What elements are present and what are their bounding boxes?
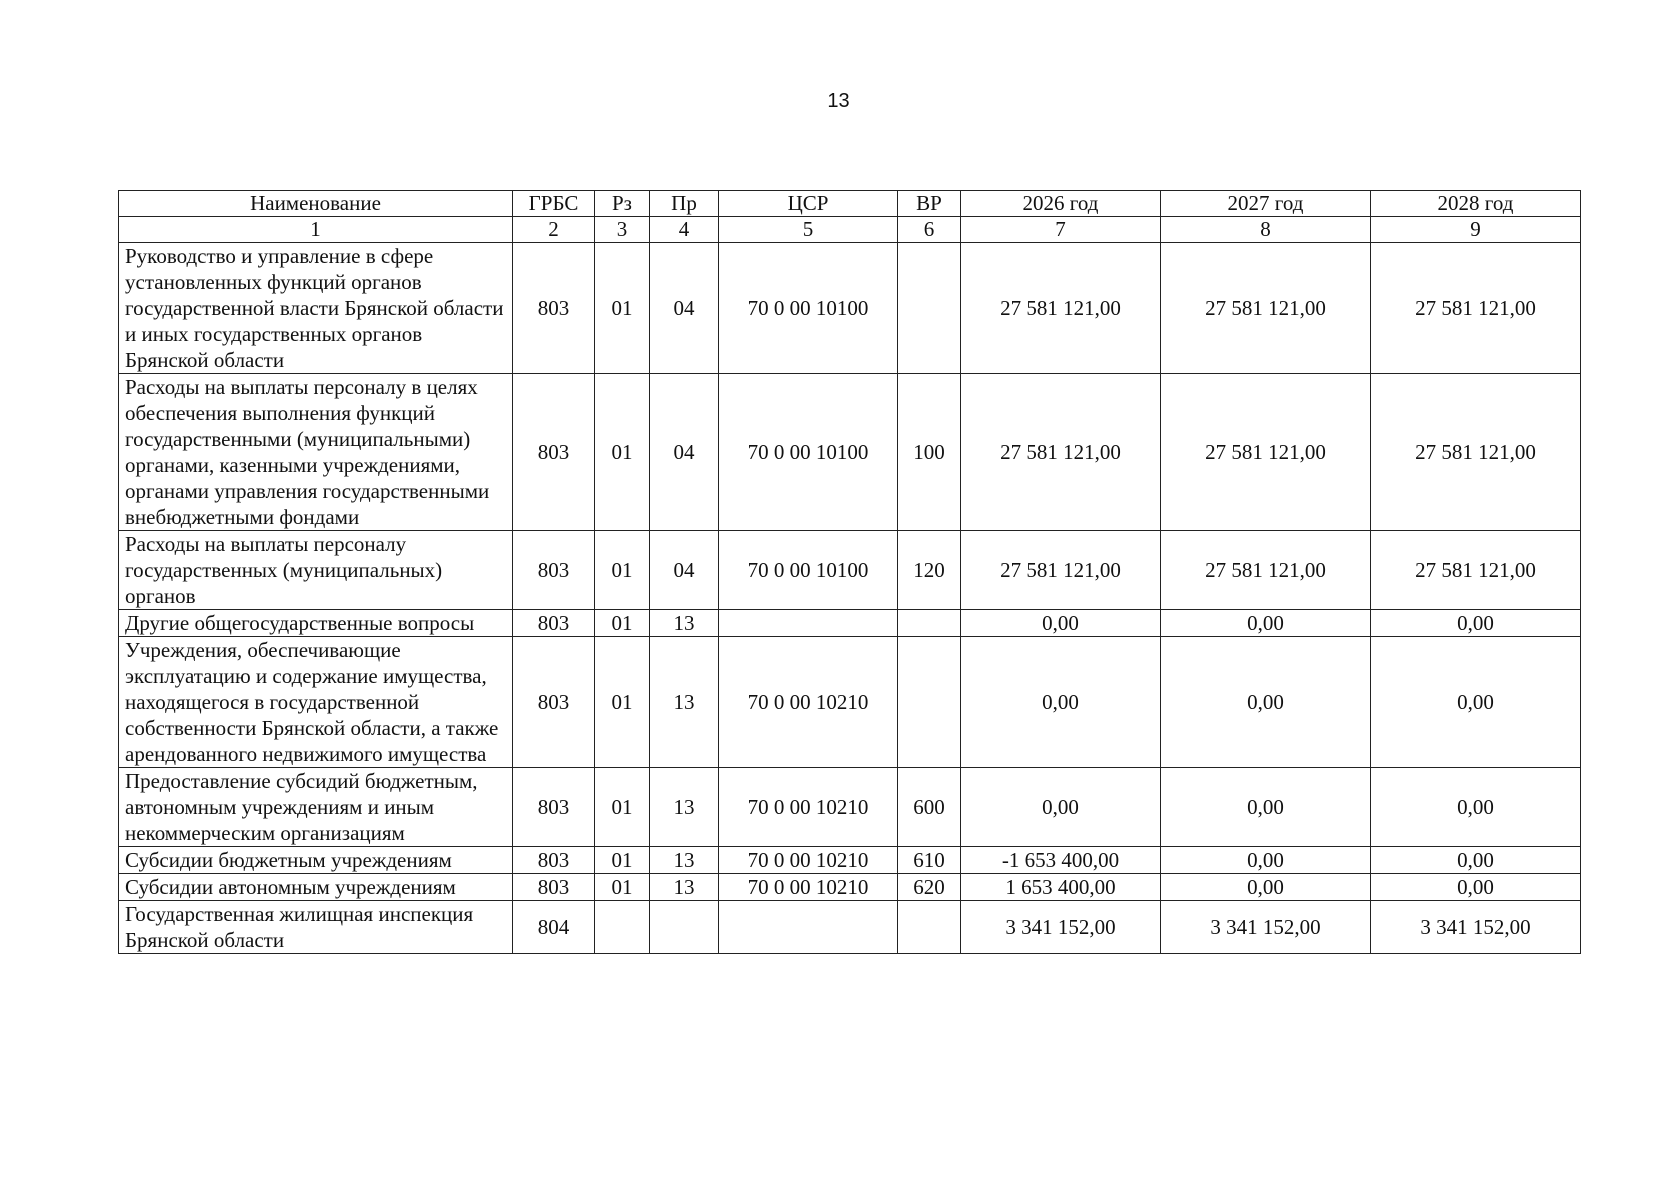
- cell-rz: 01: [595, 847, 650, 874]
- cell-rz: [595, 901, 650, 954]
- cell-rz: 01: [595, 768, 650, 847]
- cell-grbs: 803: [513, 374, 595, 531]
- column-number: 6: [898, 217, 961, 243]
- cell-vr: [898, 243, 961, 374]
- header-grbs: ГРБС: [513, 191, 595, 217]
- cell-pr: 13: [650, 874, 719, 901]
- header-rz: Рз: [595, 191, 650, 217]
- cell-csr: 70 0 00 10100: [719, 531, 898, 610]
- cell-csr: [719, 610, 898, 637]
- cell-2026: 0,00: [961, 610, 1161, 637]
- cell-2027: 0,00: [1161, 610, 1371, 637]
- row-name: Субсидии бюджетным учреждениям: [119, 847, 513, 874]
- cell-csr: 70 0 00 10100: [719, 374, 898, 531]
- header-2026: 2026 год: [961, 191, 1161, 217]
- column-number: 8: [1161, 217, 1371, 243]
- cell-2027: 27 581 121,00: [1161, 531, 1371, 610]
- cell-2028: 0,00: [1371, 610, 1581, 637]
- column-number: 9: [1371, 217, 1581, 243]
- page-number: 13: [827, 90, 850, 112]
- header-2027: 2027 год: [1161, 191, 1371, 217]
- cell-csr: 70 0 00 10210: [719, 874, 898, 901]
- cell-vr: 120: [898, 531, 961, 610]
- cell-2026: -1 653 400,00: [961, 847, 1161, 874]
- table-row: [119, 768, 1581, 847]
- cell-csr: 70 0 00 10210: [719, 768, 898, 847]
- cell-2028: 27 581 121,00: [1371, 374, 1581, 531]
- column-number-row: [119, 217, 1581, 243]
- table-row: [119, 610, 1581, 637]
- header-vr: ВР: [898, 191, 961, 217]
- budget-table: [118, 190, 1581, 954]
- cell-2026: 27 581 121,00: [961, 531, 1161, 610]
- cell-2028: 0,00: [1371, 637, 1581, 768]
- cell-2026: 27 581 121,00: [961, 243, 1161, 374]
- cell-vr: 620: [898, 874, 961, 901]
- table-row-total: [119, 901, 1581, 954]
- cell-vr: [898, 637, 961, 768]
- table-row: [119, 847, 1581, 874]
- cell-2028: 27 581 121,00: [1371, 243, 1581, 374]
- row-name: Субсидии автономным учреждениям: [119, 874, 513, 901]
- column-number: 7: [961, 217, 1161, 243]
- cell-2028: 0,00: [1371, 847, 1581, 874]
- row-name: Учреждения, обеспечивающие эксплуатацию и содержание имущества, находящегося в государственной собственности Брянской области, а также арендованного недвижимого имущества: [119, 637, 513, 768]
- row-name: Предоставление субсидий бюджетным, автономным учреждениям и иным некоммерческим организациям: [119, 768, 513, 847]
- cell-2027: 0,00: [1161, 847, 1371, 874]
- cell-2027: 0,00: [1161, 874, 1371, 901]
- column-number: 2: [513, 217, 595, 243]
- cell-grbs: 803: [513, 531, 595, 610]
- cell-vr: 610: [898, 847, 961, 874]
- cell-grbs: 803: [513, 637, 595, 768]
- cell-pr: 13: [650, 768, 719, 847]
- table-row: [119, 374, 1581, 531]
- cell-2027: 0,00: [1161, 768, 1371, 847]
- cell-2026: 1 653 400,00: [961, 874, 1161, 901]
- cell-pr: 13: [650, 610, 719, 637]
- cell-rz: 01: [595, 243, 650, 374]
- cell-rz: 01: [595, 610, 650, 637]
- cell-2026: 0,00: [961, 637, 1161, 768]
- cell-grbs: 803: [513, 768, 595, 847]
- cell-pr: 04: [650, 531, 719, 610]
- cell-rz: 01: [595, 531, 650, 610]
- cell-2028: 3 341 152,00: [1371, 901, 1581, 954]
- cell-csr: [719, 901, 898, 954]
- table-row: [119, 243, 1581, 374]
- cell-vr: 600: [898, 768, 961, 847]
- column-number: 4: [650, 217, 719, 243]
- header-pr: Пр: [650, 191, 719, 217]
- cell-grbs: 803: [513, 874, 595, 901]
- cell-2028: 27 581 121,00: [1371, 531, 1581, 610]
- cell-vr: 100: [898, 374, 961, 531]
- cell-grbs: 804: [513, 901, 595, 954]
- table-row: [119, 874, 1581, 901]
- table-row: [119, 531, 1581, 610]
- header-2028: 2028 год: [1371, 191, 1581, 217]
- cell-rz: 01: [595, 374, 650, 531]
- cell-pr: 13: [650, 637, 719, 768]
- cell-pr: [650, 901, 719, 954]
- cell-pr: 04: [650, 243, 719, 374]
- cell-2026: 0,00: [961, 768, 1161, 847]
- row-name: Другие общегосударственные вопросы: [119, 610, 513, 637]
- table-row: [119, 637, 1581, 768]
- cell-2026: 27 581 121,00: [961, 374, 1161, 531]
- cell-grbs: 803: [513, 847, 595, 874]
- cell-2027: 0,00: [1161, 637, 1371, 768]
- cell-rz: 01: [595, 637, 650, 768]
- cell-2027: 27 581 121,00: [1161, 374, 1371, 531]
- column-number: 5: [719, 217, 898, 243]
- row-name: Руководство и управление в сфере установленных функций органов государственной власти Брянской области и иных государственных органов Брянской области: [119, 243, 513, 374]
- cell-grbs: 803: [513, 243, 595, 374]
- cell-2028: 0,00: [1371, 768, 1581, 847]
- cell-grbs: 803: [513, 610, 595, 637]
- header-name: Наименование: [119, 191, 513, 217]
- cell-vr: [898, 901, 961, 954]
- row-name: Государственная жилищная инспекция Брянской области: [119, 901, 513, 954]
- column-number: 1: [119, 217, 513, 243]
- cell-2026: 3 341 152,00: [961, 901, 1161, 954]
- cell-2027: 27 581 121,00: [1161, 243, 1371, 374]
- column-number: 3: [595, 217, 650, 243]
- row-name: Расходы на выплаты персоналу государственных (муниципальных) органов: [119, 531, 513, 610]
- cell-csr: 70 0 00 10210: [719, 847, 898, 874]
- cell-rz: 01: [595, 874, 650, 901]
- header-row: [119, 191, 1581, 217]
- cell-csr: 70 0 00 10210: [719, 637, 898, 768]
- row-name: Расходы на выплаты персоналу в целях обеспечения выполнения функций государственными (муниципальными) органами, казенными учреждениями, органами управления государственными внебюджетными фондами: [119, 374, 513, 531]
- cell-pr: 04: [650, 374, 719, 531]
- cell-2027: 3 341 152,00: [1161, 901, 1371, 954]
- header-csr: ЦСР: [719, 191, 898, 217]
- cell-csr: 70 0 00 10100: [719, 243, 898, 374]
- cell-pr: 13: [650, 847, 719, 874]
- cell-2028: 0,00: [1371, 874, 1581, 901]
- cell-vr: [898, 610, 961, 637]
